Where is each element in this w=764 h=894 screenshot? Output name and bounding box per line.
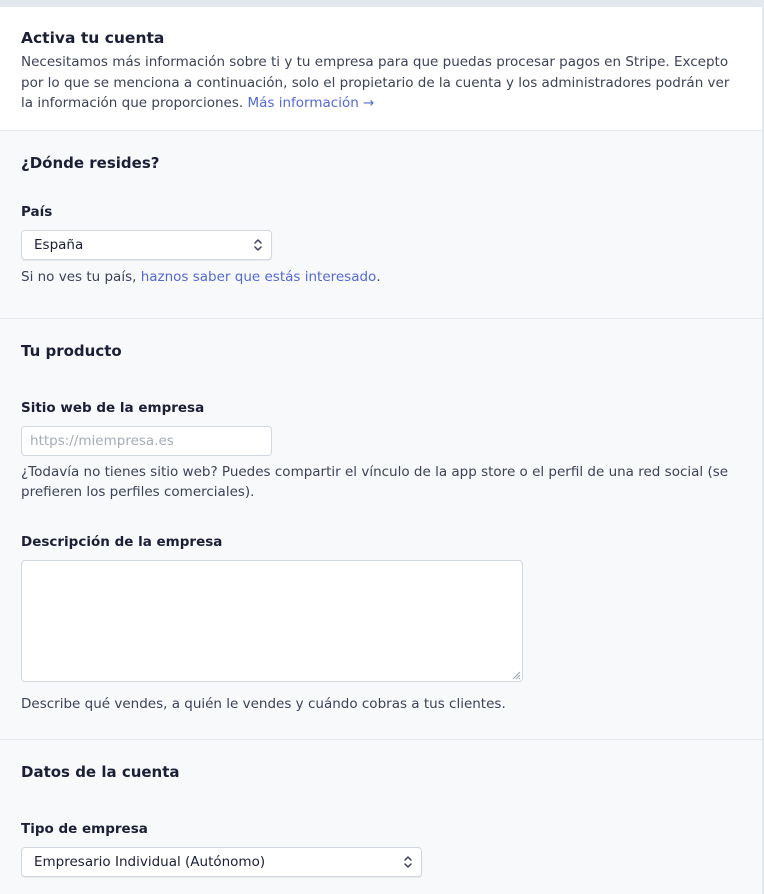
country-label: País [21, 203, 53, 220]
website-placeholder: https://miempresa.es [30, 432, 174, 449]
business-type-select[interactable] [21, 847, 422, 877]
country-help-suffix: . [376, 268, 381, 285]
product-heading: Tu producto [21, 341, 122, 360]
business-type-value: Empresario Individual (Autónomo) [34, 853, 266, 870]
website-input[interactable] [21, 426, 272, 456]
express-interest-link[interactable]: haznos saber que estás interesado [140, 268, 377, 285]
account-heading: Datos de la cuenta [21, 762, 180, 781]
description-textarea[interactable] [21, 560, 523, 682]
country-select[interactable] [21, 230, 272, 260]
page-title: Activa tu cuenta [21, 29, 165, 47]
chevron-up-down-icon [403, 855, 413, 869]
residence-section [0, 131, 762, 319]
website-help: ¿Todavía no tienes sitio web? Puedes compartir el vínculo de la app store o el perfil de una red social (se prefieren los perfiles comerciales). [21, 463, 729, 500]
account-section [0, 740, 762, 894]
more-info-link[interactable]: Más información → [247, 95, 375, 111]
intro-section [0, 7, 762, 131]
residence-heading: ¿Dónde resides? [21, 153, 160, 172]
product-section [0, 319, 762, 740]
country-value: España [34, 236, 84, 253]
intro-description [21, 52, 742, 114]
description-help: Describe qué vendes, a quién le vendes y cuándo cobras a tus clientes. [21, 695, 506, 712]
chevron-up-down-icon [253, 238, 263, 252]
activation-card [0, 7, 763, 894]
country-help [21, 267, 742, 288]
website-label: Sitio web de la empresa [21, 399, 205, 416]
country-help-text: Si no ves tu país, [21, 268, 141, 285]
description-label: Descripción de la empresa [21, 533, 223, 550]
resize-grip-icon[interactable] [509, 668, 521, 680]
intro-text: Necesitamos más información sobre ti y tu empresa para que puedas procesar pagos en Stripe. Excepto por lo que se menciona a continuación, solo el propietario de la cuenta y los administradores podrán ver la información que proporciones. [21, 54, 730, 111]
business-type-label: Tipo de empresa [21, 820, 148, 837]
